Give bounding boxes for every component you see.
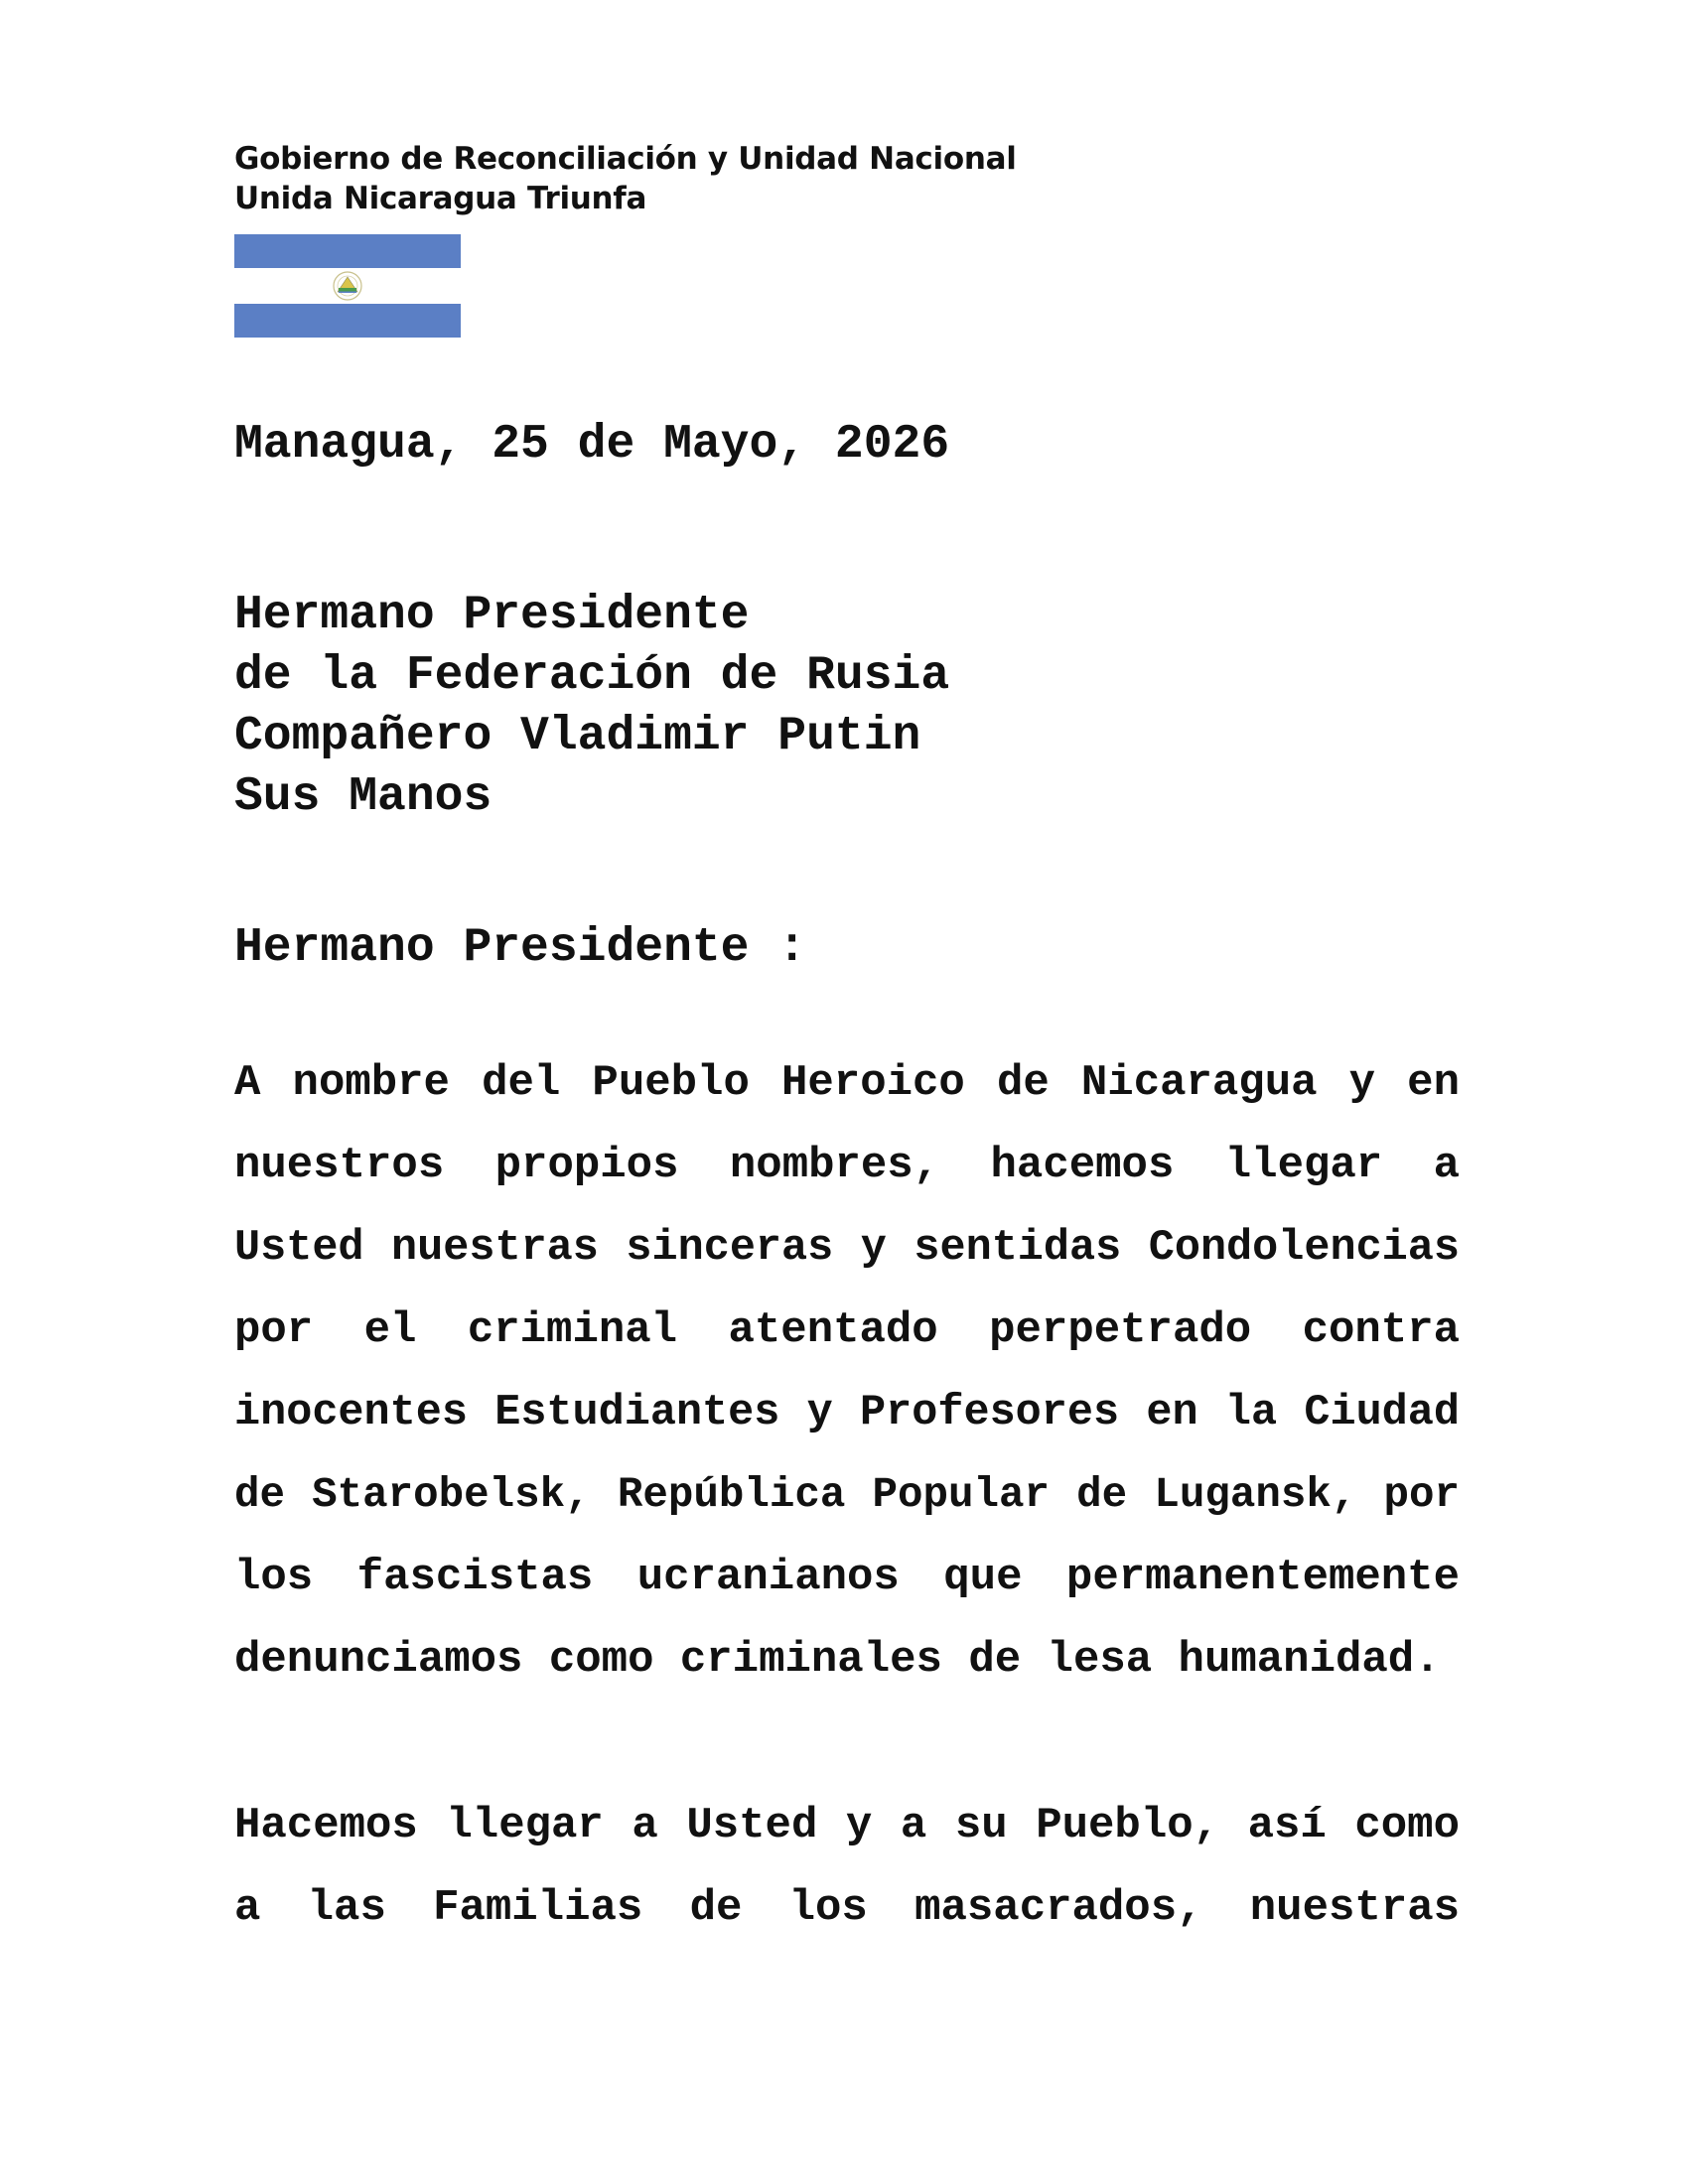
paragraph-line: nuestros propios nombres, hacemos llegar a <box>234 1141 1460 1190</box>
paragraph-line: A nombre del Pueblo Heroico de Nicaragua y en <box>234 1058 1460 1108</box>
salutation: Hermano Presidente : <box>234 921 807 975</box>
address-line: Sus Manos <box>234 770 492 824</box>
letterhead-government-name: Gobierno de Reconciliación y Unidad Nacional <box>234 141 1017 177</box>
paragraph-line: denunciamos como criminales de lesa humanidad. <box>234 1635 1441 1685</box>
paragraph-line: los fascistas ucranianos que permanentemente <box>234 1553 1460 1602</box>
paragraph-line: Usted nuestras sinceras y sentidas Condolencias <box>234 1224 1460 1273</box>
address-line: Hermano Presidente <box>234 589 750 642</box>
paragraph-line: de Starobelsk, República Popular de Lugansk, por <box>234 1471 1460 1519</box>
paragraph-line: inocentes Estudiantes y Profesores en la Ciudad <box>234 1389 1460 1437</box>
body-paragraph-solidarity <box>234 1785 1460 1950</box>
address-line: de la Federación de Rusia <box>234 649 950 703</box>
paragraph-line: Hacemos llegar a Usted y a su Pueblo, así como <box>234 1801 1460 1850</box>
paragraph-line: a las Familias de los masacrados, nuestras <box>234 1883 1460 1933</box>
letter-date: Managua, 25 de Mayo, 2026 <box>234 418 950 472</box>
letterhead-slogan: Unida Nicaragua Triunfa <box>234 181 647 216</box>
address-line: Compañero Vladimir Putin <box>234 710 921 763</box>
letterhead <box>234 139 1017 218</box>
nicaragua-flag-icon <box>234 234 461 338</box>
paragraph-line: por el criminal atentado perpetrado contra <box>234 1305 1460 1355</box>
body-paragraph-condolences <box>234 1042 1460 1702</box>
recipient-address <box>234 586 949 828</box>
